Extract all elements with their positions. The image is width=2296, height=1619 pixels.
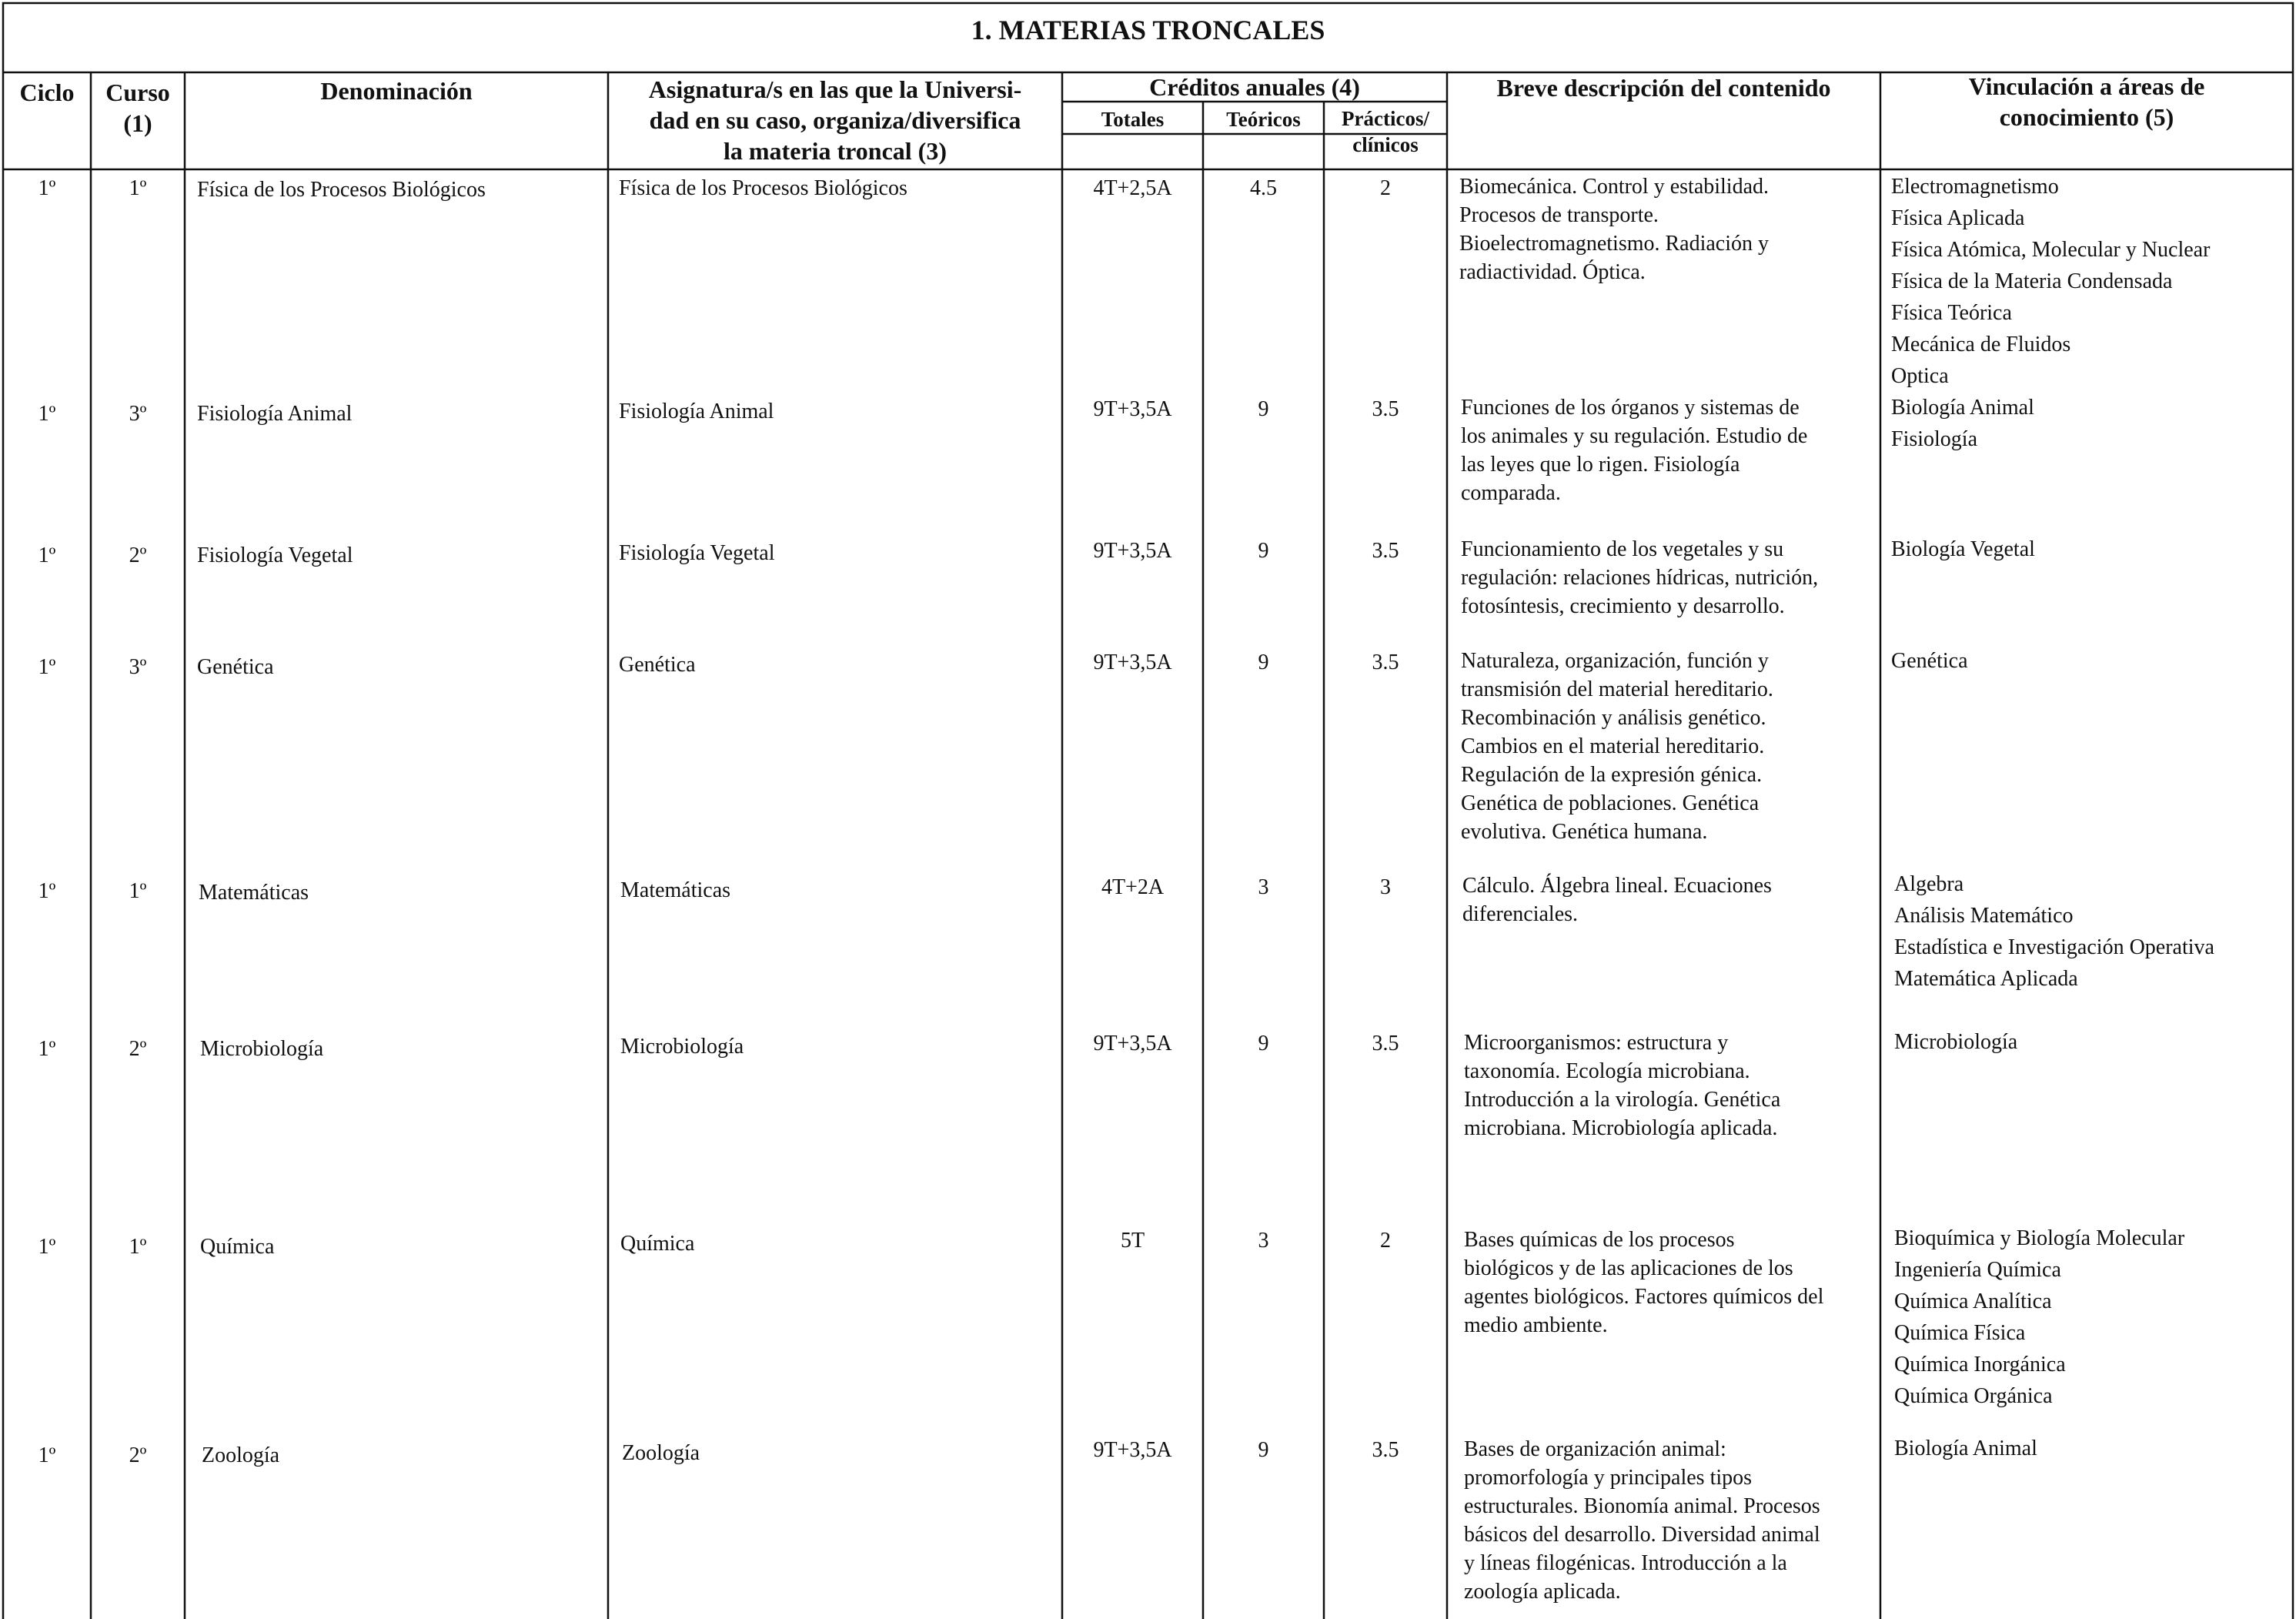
cell-teoricos: 4.5 <box>1250 176 1277 200</box>
cell-curso: 3º <box>129 655 147 679</box>
cell-denominacion: Genética <box>197 655 274 679</box>
cell-practicos: 3 <box>1380 875 1391 899</box>
cell-ciclo: 1º <box>38 176 56 200</box>
cell-teoricos: 3 <box>1258 1229 1269 1253</box>
cell-areas: Algebra Análisis Matemático Estadística e Investigación Operativa Matemática Aplicada <box>1894 872 2214 991</box>
cell-teoricos: 9 <box>1258 539 1269 563</box>
cell-descripcion: Naturaleza, organización, función y transmisión del material hereditario. Recombinación y análisis genético. Cambios en el material hereditario. Regulación de la expresión génica. Genética de poblaciones. Genética evolutiva. Genética humana. <box>1461 649 1773 844</box>
cell-denominacion: Física de los Procesos Biológicos <box>197 178 486 202</box>
cell-curso: 3º <box>129 402 147 426</box>
cell-asignatura: Fisiología Vegetal <box>619 541 775 565</box>
header-curso: Curso (1) <box>105 79 170 137</box>
cell-practicos: 2 <box>1380 1229 1391 1253</box>
header-asignaturas: Asignatura/s en las que la Universi- dad en su caso, organiza/diversifica la materia troncal (3) <box>648 75 1022 165</box>
cell-teoricos: 3 <box>1258 875 1269 899</box>
cell-practicos: 3.5 <box>1372 539 1399 563</box>
cell-curso: 2º <box>129 1443 147 1467</box>
cell-ciclo: 1º <box>38 1037 56 1061</box>
cell-descripcion: Funcionamiento de los vegetales y su regulación: relaciones hídricas, nutrición, fotosíntesis, crecimiento y desarrollo. <box>1461 537 1819 618</box>
cell-denominacion: Química <box>200 1235 275 1259</box>
cell-asignatura: Microbiología <box>620 1035 744 1059</box>
cell-areas: Biología Animal Fisiología <box>1891 396 2034 451</box>
cell-totales: 9T+3,5A <box>1093 1438 1172 1462</box>
cell-descripcion: Bases químicas de los procesos biológicos y de las aplicaciones de los agentes biológicos. Factores químicos del medio ambiente. <box>1464 1228 1824 1337</box>
cell-ciclo: 1º <box>38 402 56 426</box>
cell-denominacion: Fisiología Vegetal <box>197 544 353 567</box>
cell-descripcion: Biomecánica. Control y estabilidad. Procesos de transporte. Bioelectromagnetismo. Radiación y radiactividad. Óptica. <box>1459 175 1770 284</box>
cell-totales: 4T+2,5A <box>1093 176 1172 200</box>
header-practicos: Prácticos/ clínicos <box>1342 107 1429 156</box>
cell-areas: Genética <box>1891 649 1968 673</box>
cell-totales: 9T+3,5A <box>1093 397 1172 421</box>
header-descripcion: Breve descripción del contenido <box>1496 74 1831 102</box>
cell-asignatura: Química <box>620 1232 695 1256</box>
cell-areas: Electromagnetismo Física Aplicada Física Atómica, Molecular y Nuclear Física de la Materia Condensada Física Teórica Mecánica de Fluidos Optica <box>1891 175 2211 388</box>
cell-teoricos: 9 <box>1258 1438 1269 1462</box>
cell-curso: 1º <box>129 1235 147 1259</box>
cell-descripcion: Microorganismos: estructura y taxonomía. Ecología microbiana. Introducción a la virología. Genética microbiana. Microbiología aplicada. <box>1464 1031 1781 1140</box>
cell-curso: 1º <box>129 879 147 903</box>
cell-ciclo: 1º <box>38 655 56 679</box>
cell-asignatura: Fisiología Animal <box>619 400 774 423</box>
cell-ciclo: 1º <box>38 1235 56 1259</box>
cell-practicos: 3.5 <box>1372 397 1399 421</box>
cell-ciclo: 1º <box>38 1443 56 1467</box>
header-totales: Totales <box>1101 108 1165 131</box>
cell-asignatura: Física de los Procesos Biológicos <box>619 176 907 200</box>
cell-curso: 2º <box>129 544 147 567</box>
cell-ciclo: 1º <box>38 879 56 903</box>
cell-teoricos: 9 <box>1258 397 1269 421</box>
cell-totales: 5T <box>1120 1229 1145 1253</box>
cell-descripcion: Cálculo. Álgebra lineal. Ecuaciones diferenciales. <box>1462 874 1772 926</box>
cell-curso: 2º <box>129 1037 147 1061</box>
cell-asignatura: Zoología <box>622 1441 700 1465</box>
cell-ciclo: 1º <box>38 544 56 567</box>
cell-denominacion: Microbiología <box>200 1037 324 1061</box>
cell-areas: Bioquímica y Biología Molecular Ingeniería Química Química Analítica Química Física Química Inorgánica Química Orgánica <box>1894 1226 2185 1408</box>
cell-descripcion: Bases de organización animal: promorfología y principales tipos estructurales. Bionomía animal. Procesos básicos del desarrollo. Diversidad animal y líneas filogénicas. Introducción a la zoología aplicada. <box>1464 1437 1820 1604</box>
header-creditos: Créditos anuales (4) <box>1149 73 1360 101</box>
table-title: 1. MATERIAS TRONCALES <box>971 15 1325 45</box>
cell-practicos: 3.5 <box>1372 1438 1399 1462</box>
cell-areas: Microbiología <box>1894 1030 2018 1054</box>
header-vinculacion: Vinculación a áreas de conocimiento (5) <box>1968 72 2205 131</box>
header-teoricos: Teóricos <box>1226 108 1301 131</box>
cell-descripcion: Funciones de los órganos y sistemas de los animales y su regulación. Estudio de las leyes que lo rigen. Fisiología comparada. <box>1461 396 1808 505</box>
cell-denominacion: Fisiología Animal <box>197 402 353 426</box>
cell-practicos: 3.5 <box>1372 651 1399 674</box>
cell-totales: 9T+3,5A <box>1093 539 1172 563</box>
header-denominacion: Denominación <box>320 77 473 105</box>
cell-areas: Biología Animal <box>1894 1437 2037 1460</box>
cell-denominacion: Zoología <box>202 1443 280 1467</box>
cell-practicos: 2 <box>1380 176 1391 200</box>
cell-teoricos: 9 <box>1258 651 1269 674</box>
cell-asignatura: Genética <box>619 653 696 677</box>
cell-areas: Biología Vegetal <box>1891 537 2035 561</box>
cell-denominacion: Matemáticas <box>199 881 309 905</box>
cell-teoricos: 9 <box>1258 1032 1269 1055</box>
cell-totales: 9T+3,5A <box>1093 651 1172 674</box>
cell-totales: 9T+3,5A <box>1093 1032 1172 1055</box>
cell-practicos: 3.5 <box>1372 1032 1399 1055</box>
header-ciclo: Ciclo <box>19 79 75 106</box>
cell-curso: 1º <box>129 176 147 200</box>
cell-totales: 4T+2A <box>1101 875 1165 899</box>
cell-asignatura: Matemáticas <box>620 878 731 902</box>
